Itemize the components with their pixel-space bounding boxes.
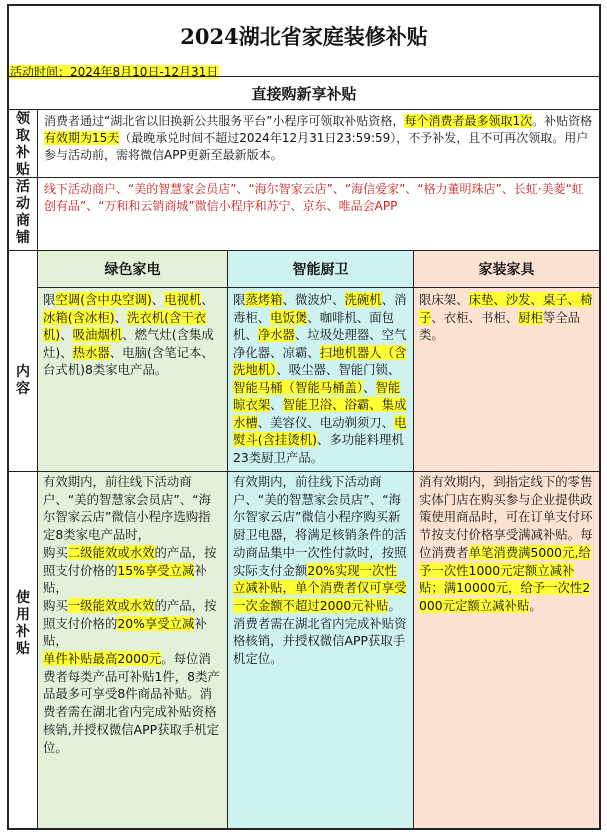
highlighted-text: 一级能效或水效 [67, 597, 155, 613]
text-segment: 、燃气灶(含集成灶)、 [43, 327, 214, 360]
text-segment: 、电脑(含笔记本、台式机)8类家电产品。 [43, 344, 214, 377]
highlighted-text: 每个消费者最多领取1次 [404, 114, 533, 128]
section-title: 直接购新享补贴 [9, 76, 599, 110]
text-segment: 、 [151, 292, 165, 307]
highlighted-text: 二级能效或水效 [67, 544, 155, 560]
highlighted-text: 20%享受立减 [117, 615, 195, 631]
text-segment: 限 [233, 292, 246, 307]
usage-label [9, 472, 38, 828]
content-row [9, 251, 599, 472]
label-char: 容 [16, 381, 30, 397]
text-segment: 、 [201, 292, 214, 307]
claim-row [9, 110, 599, 178]
activity-time-text: 活动时间：2024年8月10日-12月31日 [10, 65, 219, 79]
shops-label [9, 178, 38, 250]
category-title: 绿色家电 [38, 251, 227, 288]
subsidy-table [7, 4, 601, 830]
category-home-furniture [414, 251, 599, 471]
category-content [228, 288, 413, 469]
highlighted-text: 单件补贴最高2000元 [43, 651, 162, 667]
page-title: 2024湖北省家庭装修补贴 [180, 24, 428, 49]
highlighted-text: 净水器 [257, 327, 295, 342]
text-segment: 补贴， [43, 562, 207, 596]
category-title: 家装家具 [414, 251, 599, 288]
label-char: 补 [16, 145, 30, 161]
highlighted-text: 冰箱(含冰柜) [43, 309, 115, 325]
category-content [414, 288, 599, 347]
highlighted-text: 智能晾衣架 [233, 379, 401, 412]
text-segment: 的产品，按照支付价格的 [43, 544, 217, 578]
text-segment: 、 [270, 397, 283, 412]
text-segment: 购买 [43, 544, 68, 560]
usage-home-furniture [414, 472, 599, 828]
text-segment: 。消费者需在湖北省内完成补贴资格核销，并授权微信APP获取手机定位。 [233, 597, 407, 667]
highlighted-text: 电熨斗(含挂烫机) [233, 414, 407, 447]
text-segment: 、 [363, 379, 376, 395]
text-segment: 。补贴资格 [532, 114, 593, 128]
text-segment: 、美容仪、电动剃须刀、 [257, 414, 395, 430]
usage-smart-kitchen-bath [228, 472, 414, 828]
text-segment: 有效期内，前往线下活动商户、“美的智慧家会员店”、“海尔智家云店”微信小程序选购指定8类家电产品时， [43, 474, 211, 543]
highlighted-text: 蒸烤箱 [245, 292, 283, 307]
text-segment: 、吸尘器、智能门锁、 [276, 362, 401, 377]
label-char: 活 [16, 179, 30, 195]
highlighted-text: 洗衣机(含干衣机) [43, 309, 207, 342]
label-char: 领 [16, 111, 30, 127]
label-char: 动 [16, 196, 30, 212]
usage-text [228, 472, 413, 669]
highlighted-text: 洗碗机 [344, 292, 382, 307]
text-segment: 消有效期内，到指定线下的零售实体门店在购买参与企业提供政策使用商品时，可在订单支付环节按支付价格享受满减补贴。每位消费者 [419, 474, 593, 560]
highlighted-text: 智能卫浴、浴霸、集成水槽 [233, 397, 407, 430]
shops-row [9, 178, 599, 251]
text-segment: 、微波炉、 [282, 292, 345, 307]
label-char: 商 [16, 213, 30, 229]
highlighted-text: 床垫、沙发、桌子、椅子 [419, 292, 593, 325]
text-segment: 限床架、 [419, 292, 469, 307]
category-title: 智能厨卫 [228, 251, 413, 288]
usage-row [9, 472, 599, 828]
highlighted-text: 厨柜 [518, 309, 543, 325]
text-segment: 购买 [43, 597, 68, 613]
text-segment: 补贴， [43, 615, 207, 649]
label-char: 贴 [16, 162, 30, 178]
usage-green-appliances [38, 472, 228, 828]
text-segment: 、消毒柜、 [233, 292, 407, 325]
claim-label [9, 110, 38, 177]
text-segment: 、 [114, 309, 128, 325]
text-segment: 。 [529, 597, 542, 613]
text-segment: 、 [60, 327, 73, 342]
label-char: 用 [16, 607, 30, 623]
text-segment: 的产品，按照支付价格的 [43, 597, 217, 631]
highlighted-text: 15%享受立减 [117, 562, 195, 578]
text-segment: 、垃圾处理器、空气净化器、凉霸、 [233, 327, 407, 360]
label-char: 铺 [16, 230, 30, 246]
highlighted-text: 智能马桶（智能马桶盖） [233, 379, 364, 395]
text-segment: 消费者通过“湖北省以旧换新公共服务平台”小程序可领取补贴资格， [44, 114, 405, 128]
text-segment: 、咖啡机、面包机、 [233, 309, 395, 342]
text-segment: 等全品类。 [419, 309, 581, 342]
text-segment: （最晚承兑时间不超过2024年12月31日23:59:59），不予补发，且不可再次领取。用户参与活动前，需将微信APP更新至最新版本。 [44, 131, 589, 162]
text-segment: 限 [43, 292, 56, 307]
text-segment: 、多功能料理机23类厨卫产品。 [233, 432, 404, 465]
category-smart-kitchen-bath [228, 251, 414, 471]
highlighted-text: 电视机 [164, 292, 202, 307]
category-green-appliances [38, 251, 228, 471]
usage-text [38, 472, 227, 757]
text-segment: 、衣柜、书柜、 [431, 309, 519, 325]
content-label [9, 251, 38, 471]
highlighted-text: 扫地机器人（含洗地机） [233, 344, 407, 377]
usage-text [414, 472, 599, 616]
highlighted-text: 单笔消费满5000元,给予一次性1000元定额立减补贴；满10000元，给予一次性2000元定额立减补贴 [419, 544, 591, 613]
highlighted-text: 吸油烟机 [72, 327, 123, 342]
label-char: 内 [16, 364, 30, 380]
shops-text: 线下活动商户、“美的智慧家会员店”、“海尔智家云店”、“海信爱家”、“格力董明珠店”、长虹·美菱“虹创有品”、“万和和云销商城”微信小程序和苏宁、京东、唯品会APP [44, 182, 584, 213]
highlighted-text: 电饭煲 [270, 309, 308, 325]
label-char: 使 [16, 590, 30, 606]
label-char: 取 [16, 128, 30, 144]
text-segment: 有效期内，前往线下活动商户、“美的智慧家会员店”、“海尔智家云店”微信小程序购买新厨卫电器，将满足核销条件的活动商品集中一次性付款时，按照实际支付金额 [233, 474, 407, 578]
highlighted-text: 热水器 [72, 344, 110, 360]
highlighted-text: 20%实现一次性立减补贴，单个消费者仅可享受一次金额不超过2000元补贴 [233, 562, 407, 613]
text-segment: 。每位消费者每类产品可补贴1件，8类产品最多可享受8件商品补贴。消费者需在湖北省内完成补贴资格核销,并授权微信APP获取手机定位。 [43, 651, 220, 755]
category-content [38, 288, 227, 382]
highlighted-text: 有效期为15天 [44, 131, 120, 145]
label-char: 贴 [16, 641, 30, 657]
highlighted-text: 空调(含中央空调) [55, 292, 152, 307]
label-char: 补 [16, 624, 30, 640]
claim-text [38, 110, 599, 177]
